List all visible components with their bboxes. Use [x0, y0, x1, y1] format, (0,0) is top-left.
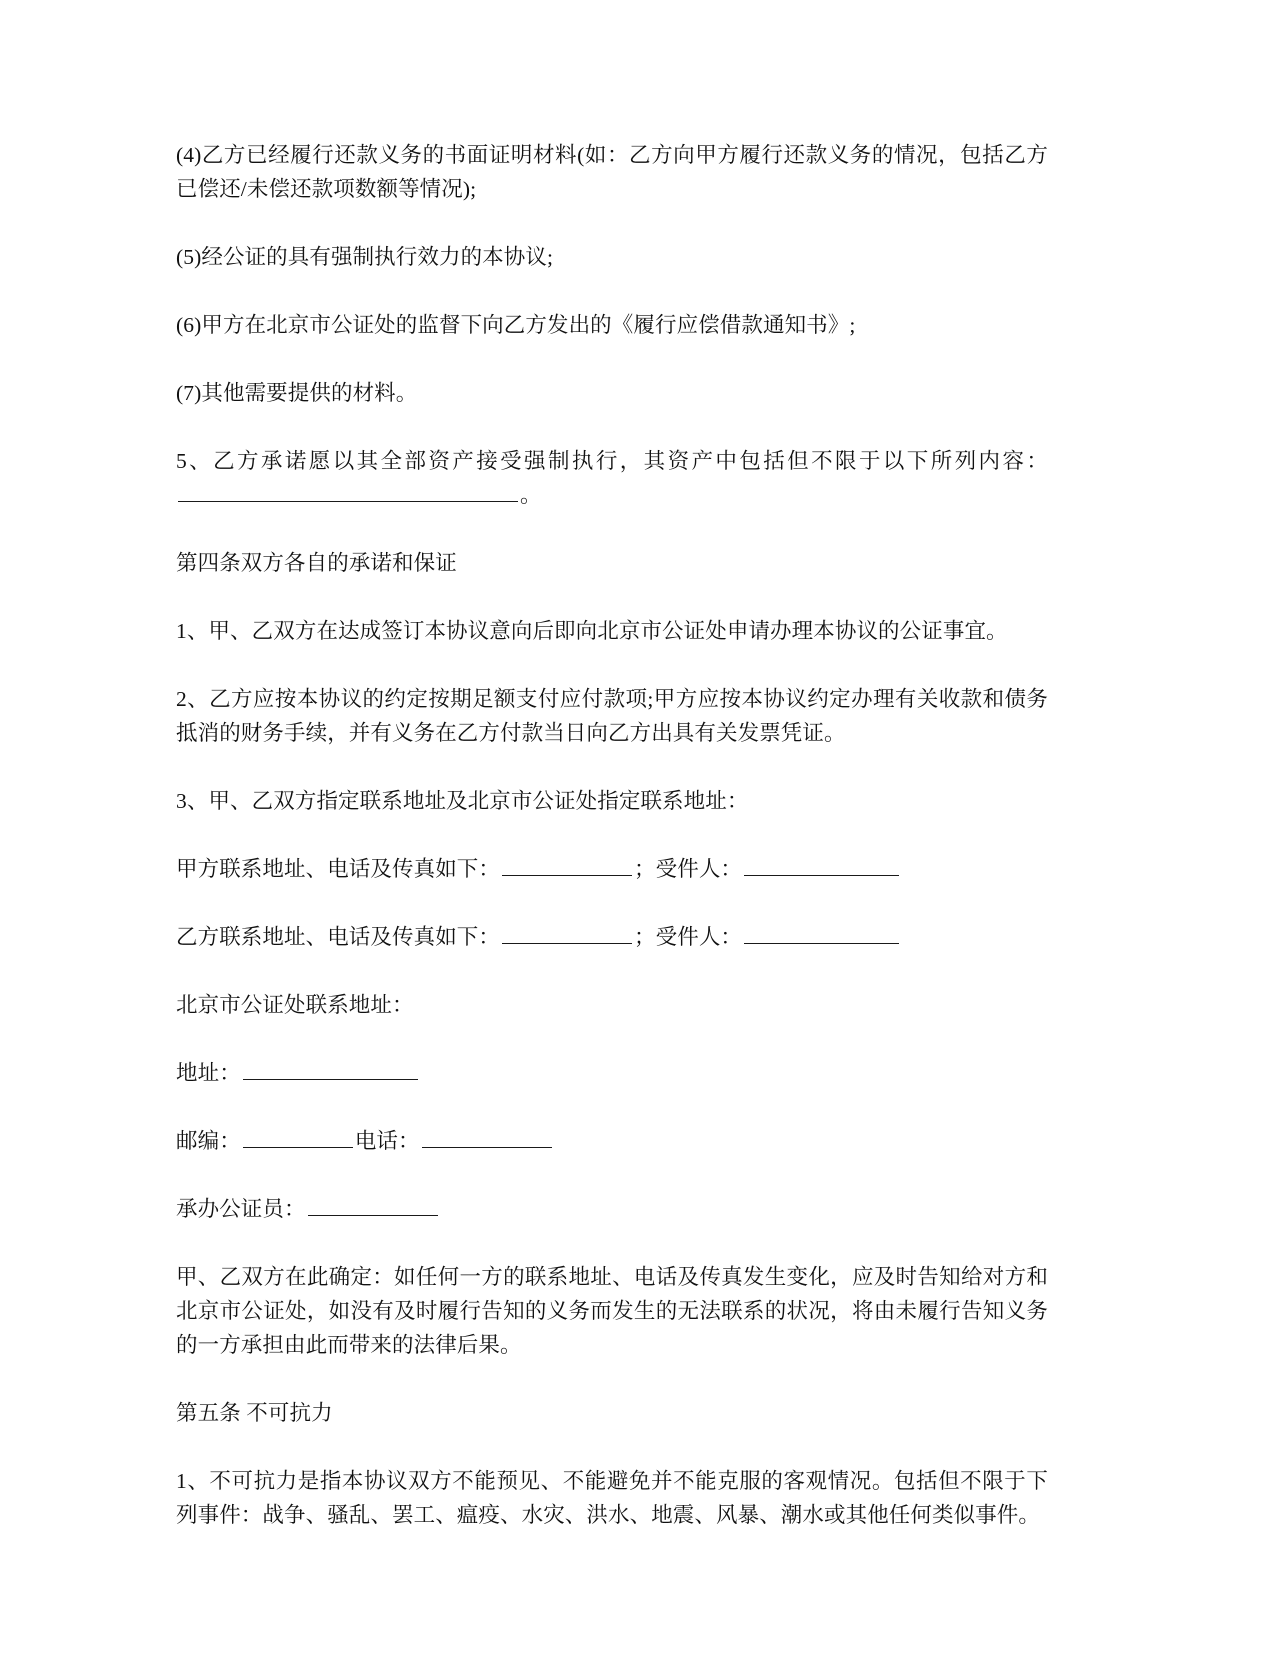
- article-4-item-1: 1、甲、乙双方在达成签订本协议意向后即向北京市公证处申请办理本协议的公证事宜。: [176, 619, 1008, 643]
- party-a-separator: ；: [634, 857, 656, 881]
- party-a-contact-blank[interactable]: [502, 852, 632, 876]
- party-b-recipient-blank[interactable]: [744, 920, 899, 944]
- notary-postcode-phone-line: [176, 1124, 1048, 1158]
- party-a-recipient-label: 受件人：: [655, 857, 743, 881]
- assets-enforcement-clause: [176, 444, 1048, 512]
- party-b-contact-label: 乙方联系地址、电话及传真如下：: [176, 925, 501, 949]
- notary-officer-line: [176, 1192, 1048, 1226]
- article-4-item-2: 2、乙方应按本协议的约定按期足额支付应付款项;甲方应按本协议约定办理有关收款和债务抵消的财务手续，并有义务在乙方付款当日向乙方出具有关发票凭证。: [176, 687, 1048, 745]
- party-b-contact-blank[interactable]: [502, 920, 632, 944]
- paragraph-spacer: [176, 206, 1048, 240]
- notary-officer-blank[interactable]: [308, 1192, 438, 1216]
- paragraph-spacer: [176, 410, 1048, 444]
- paragraph-spacer: [176, 648, 1048, 682]
- paragraph-spacer: [176, 818, 1048, 852]
- article-5-heading: 第五条 不可抗力: [176, 1401, 333, 1425]
- clause-text-before: 5、乙方承诺愿以其全部资产接受强制执行，其资产中包括但不限于以下所列内容：: [176, 449, 1048, 473]
- notary-address-label: 地址：: [176, 1061, 241, 1085]
- paragraph-spacer: [176, 954, 1048, 988]
- party-b-recipient-label: 受件人：: [655, 925, 743, 949]
- paragraph-spacer: [176, 750, 1048, 784]
- party-a-contact-label: 甲方联系地址、电话及传真如下：: [176, 857, 501, 881]
- paragraph-spacer: [176, 1430, 1048, 1464]
- party-a-contact-line: [176, 852, 1048, 886]
- paragraph-spacer: [176, 274, 1048, 308]
- paragraph-spacer: [176, 1158, 1048, 1192]
- paragraph-spacer: [176, 1022, 1048, 1056]
- list-item: (6)甲方在北京市公证处的监督下向乙方发出的《履行应偿借款通知书》;: [176, 313, 856, 337]
- notary-office-contact-heading: 北京市公证处联系地址：: [176, 993, 414, 1017]
- list-item: (4)乙方已经履行还款义务的书面证明材料(如：乙方向甲方履行还款义务的情况，包括乙方已偿还/未偿还款项数额等情况);: [176, 143, 1048, 201]
- paragraph-spacer: [176, 1090, 1048, 1124]
- clause-text-after: 。: [520, 483, 542, 507]
- article-5-item-1: 1、不可抗力是指本协议双方不能预见、不能避免并不能克服的客观情况。包括但不限于下列事件：战争、骚乱、罢工、瘟疫、水灾、洪水、地震、风暴、潮水或其他任何类似事件。: [176, 1469, 1048, 1527]
- notary-postcode-blank[interactable]: [243, 1124, 353, 1148]
- paragraph-spacer: [176, 886, 1048, 920]
- notary-address-blank[interactable]: [243, 1056, 418, 1080]
- paragraph-spacer: [176, 342, 1048, 376]
- paragraph-spacer: [176, 1362, 1048, 1396]
- notary-postcode-label: 邮编：: [176, 1129, 241, 1153]
- paragraph-spacer: [176, 580, 1048, 614]
- notary-phone-blank[interactable]: [422, 1124, 552, 1148]
- article-4-heading: 第四条双方各自的承诺和保证: [176, 551, 457, 575]
- contact-change-clause: 甲、乙双方在此确定：如任何一方的联系地址、电话及传真发生变化，应及时告知给对方和北京市公证处，如没有及时履行告知的义务而发生的无法联系的状况，将由未履行告知义务的一方承担由此而带来的法律后果。: [176, 1265, 1048, 1357]
- assets-blank-field[interactable]: [178, 478, 518, 502]
- document-body: [176, 138, 1048, 1532]
- paragraph-spacer: [176, 512, 1048, 546]
- party-b-contact-line: [176, 920, 1048, 954]
- article-4-item-3: 3、甲、乙双方指定联系地址及北京市公证处指定联系地址：: [176, 789, 749, 813]
- party-b-separator: ；: [634, 925, 656, 949]
- list-item: (7)其他需要提供的材料。: [176, 381, 418, 405]
- party-a-recipient-blank[interactable]: [744, 852, 899, 876]
- notary-address-line: [176, 1056, 1048, 1090]
- paragraph-spacer: [176, 1226, 1048, 1260]
- list-item: (5)经公证的具有强制执行效力的本协议;: [176, 245, 554, 269]
- notary-phone-label: 电话：: [354, 1129, 420, 1153]
- notary-officer-label: 承办公证员：: [176, 1197, 306, 1221]
